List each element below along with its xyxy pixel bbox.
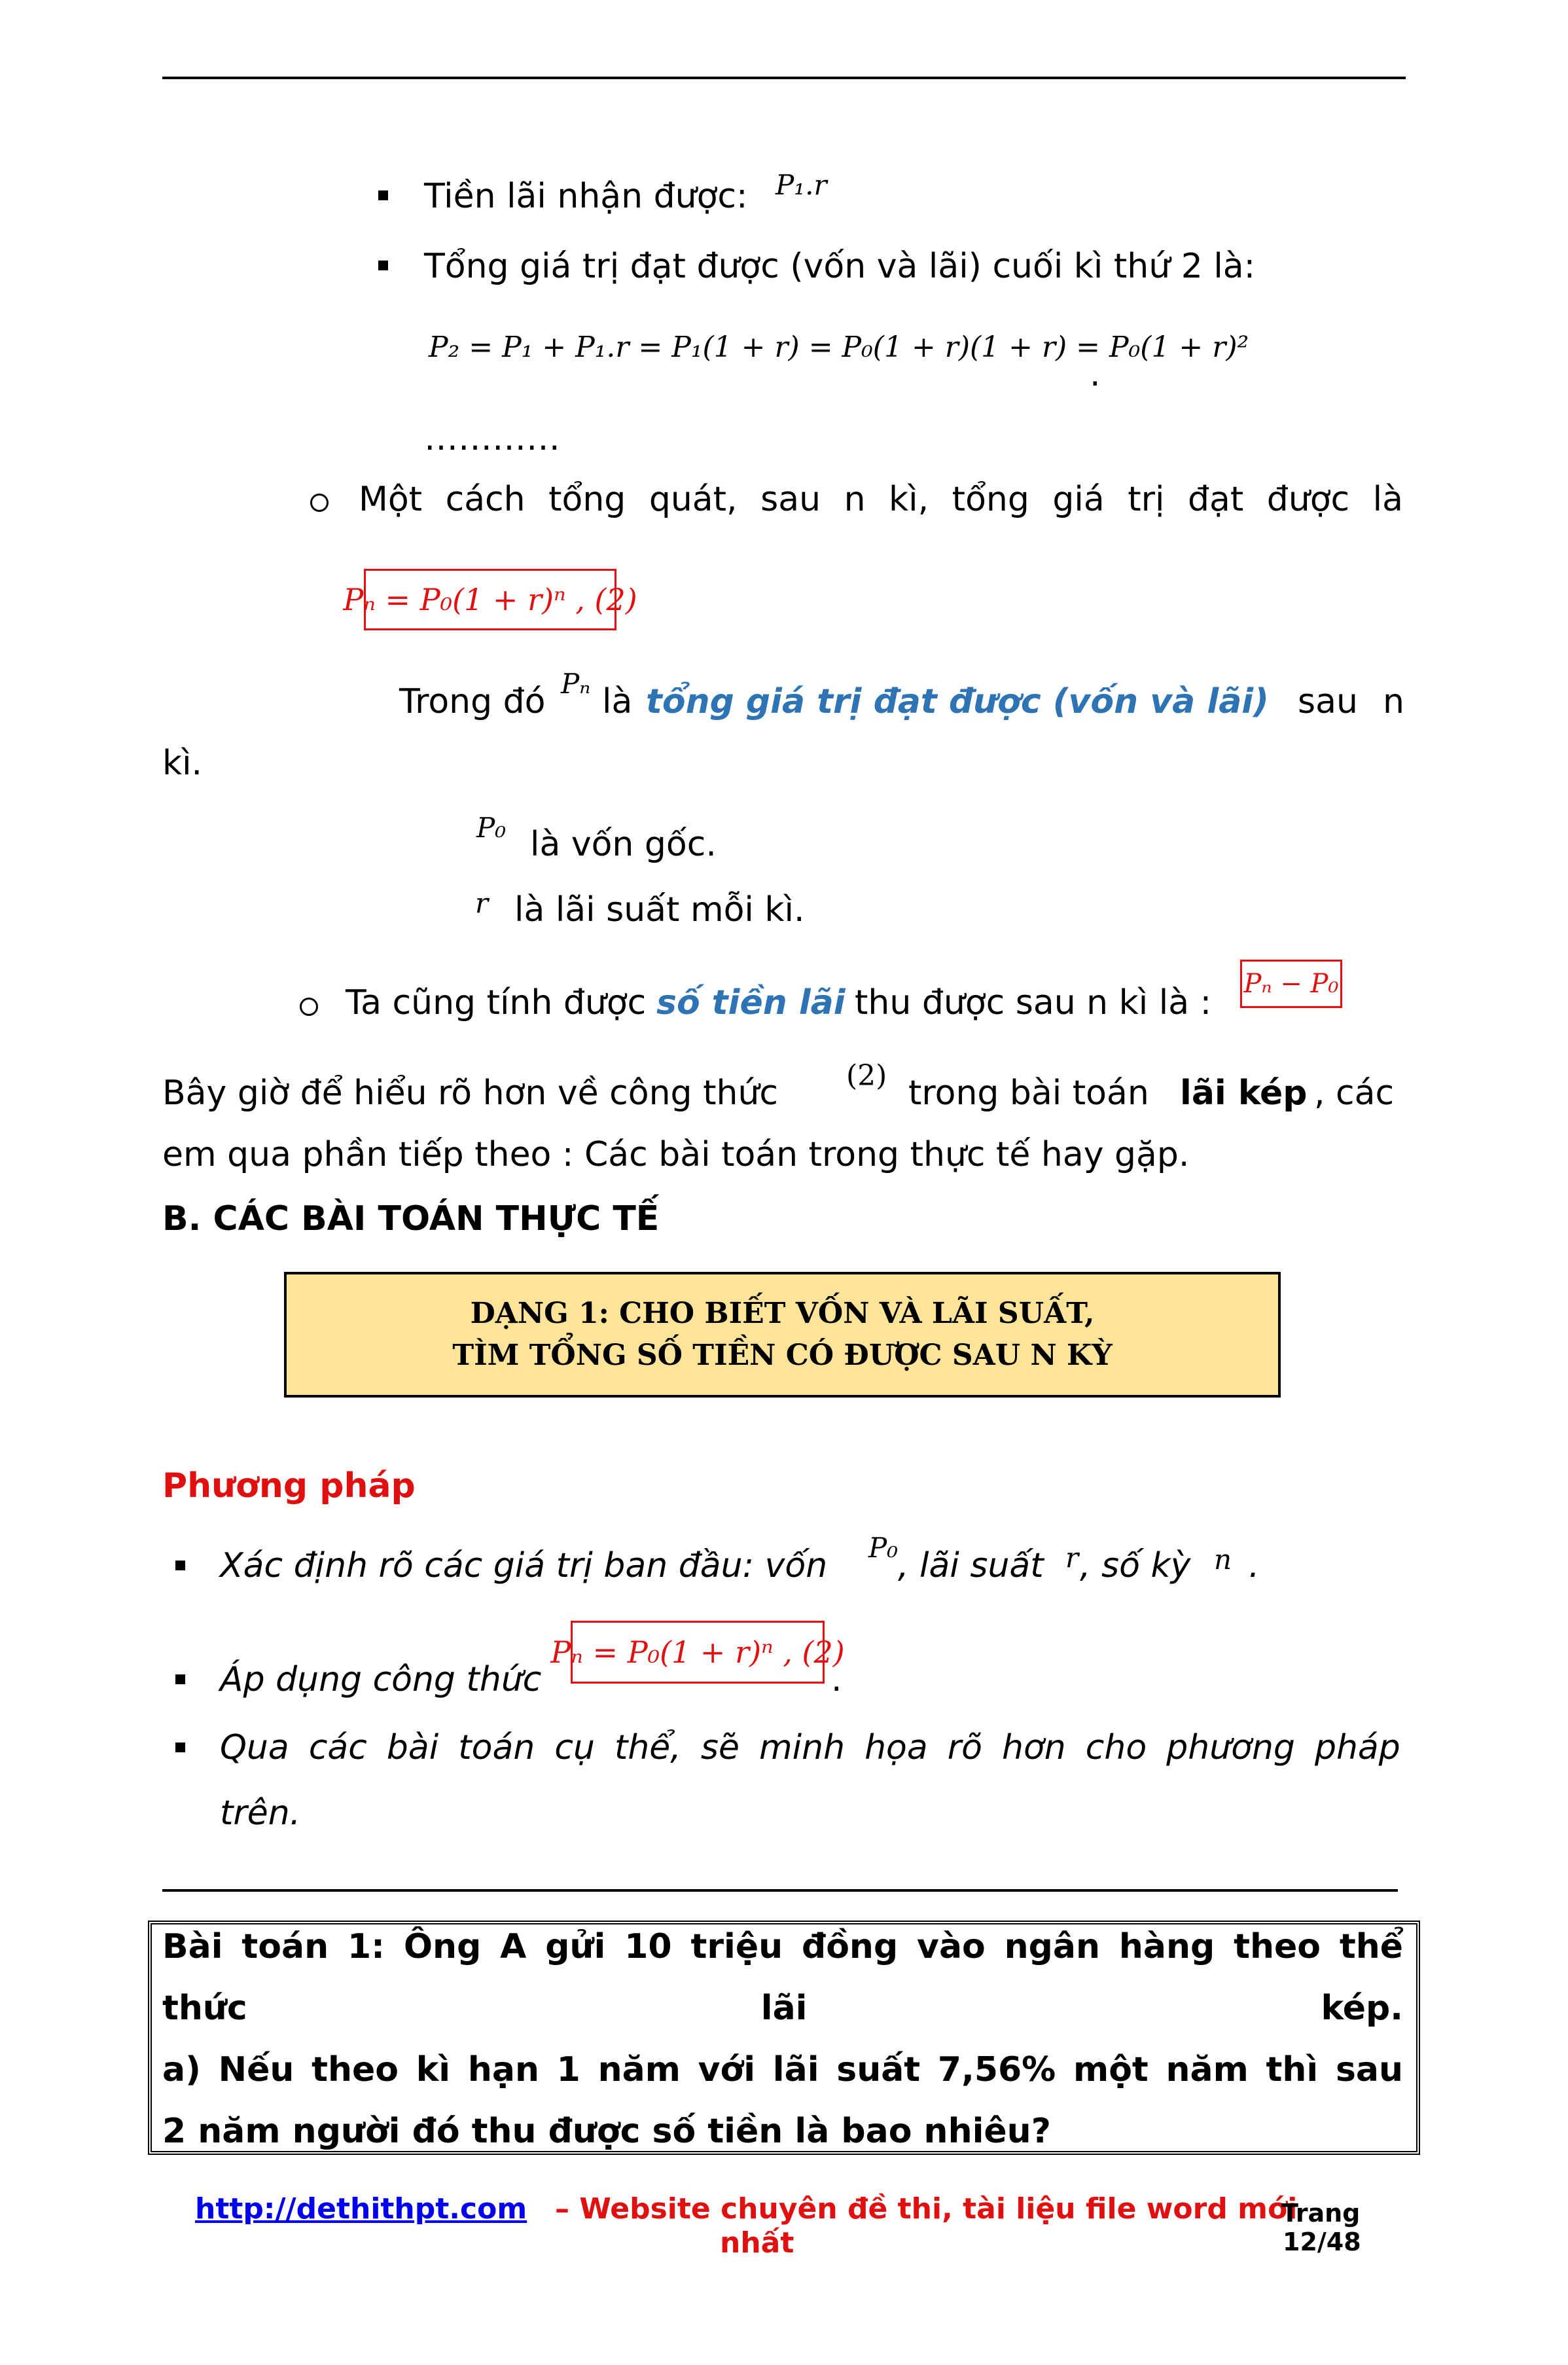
general-text: Một cách tổng quát, sau n kì, tổng giá trị đạt được là	[359, 480, 1403, 519]
general-formula-box: Pₙ = P₀(1 + r)ⁿ , (2)	[364, 569, 616, 630]
where-is: là	[602, 682, 633, 721]
bullet-square-icon	[175, 1742, 185, 1752]
page-number: 12/48	[1283, 2228, 1361, 2256]
bullet-circle-icon	[310, 494, 329, 512]
ellipsis: …………	[424, 419, 560, 458]
method-b1-c: , số kỳ	[1080, 1546, 1191, 1585]
method-b1-d: .	[1249, 1546, 1260, 1585]
where-tail: kì.	[162, 744, 203, 783]
problem-line3: a) Nếu theo kì hạn 1 năm với lãi suất 7,56% một năm thì sau	[162, 2050, 1403, 2089]
intro-line2: em qua phần tiếp theo : Các bài toán trong thực tế hay gặp.	[162, 1135, 1190, 1174]
where-lead: Trong đó	[399, 682, 546, 721]
interest-tail: thu được sau n kì là :	[855, 983, 1212, 1022]
pn-symbol: Pₙ	[561, 668, 591, 700]
bullet-circle-icon	[300, 998, 318, 1016]
dang-line2: TÌM TỔNG SỐ TIỀN CÓ ĐƯỢC SAU N KỲ	[452, 1339, 1113, 1372]
p0-text: là vốn gốc.	[530, 825, 717, 864]
footer-link[interactable]: http://dethithpt.com	[195, 2192, 527, 2226]
footer-text-line1: – Website chuyên đề thi, tài liệu file word mới	[555, 2192, 1298, 2226]
bullet-square-icon	[378, 190, 388, 200]
method-b2-end: .	[831, 1660, 842, 1699]
method-formula-box: Pₙ = P₀(1 + r)ⁿ , (2)	[571, 1621, 825, 1684]
method-p0: P₀	[868, 1532, 899, 1564]
section-title: B. CÁC BÀI TOÁN THỰC TẾ	[162, 1199, 660, 1238]
intro-line1-a: Bây giờ để hiểu rõ hơn về công thức	[162, 1074, 778, 1113]
separator-rule	[162, 1889, 1398, 1892]
intro-line1-c: , các	[1314, 1074, 1395, 1113]
total-label: Tổng giá trị đạt được (vốn và lãi) cuối kì thứ 2 là:	[424, 247, 1256, 286]
method-b1-b: , lãi suất	[898, 1546, 1044, 1585]
method-b2-a: Áp dụng công thức	[220, 1660, 542, 1699]
where-n: n	[1383, 682, 1404, 721]
p0-symbol: P₀	[476, 812, 507, 844]
problem-line2: thức lãi kép.	[162, 1989, 1403, 2028]
r-text: là lãi suất mỗi kì.	[514, 890, 805, 930]
formula-ref: (2)	[846, 1059, 887, 1092]
interest-label: Tiền lãi nhận được:	[424, 177, 748, 216]
intro-line1-b: trong bài toán	[908, 1074, 1149, 1113]
highlight-total-value: tổng giá trị đạt được (vốn và lãi)	[646, 682, 1269, 721]
page-label: Trang	[1281, 2199, 1361, 2228]
interest-lead: Ta cũng tính được	[346, 983, 647, 1022]
intro-bold: lãi kép	[1180, 1074, 1308, 1113]
method-b1-a: Xác định rõ các giá trị ban đầu: vốn	[220, 1546, 828, 1585]
interest-formula: P₁.r	[775, 169, 827, 201]
highlight-interest: số tiền lãi	[656, 983, 846, 1022]
bullet-square-icon	[378, 261, 388, 270]
method-r: r	[1065, 1542, 1079, 1574]
problem-line4: 2 năm người đó thu được số tiền là bao nhiêu?	[162, 2112, 1051, 2151]
method-n: n	[1214, 1544, 1232, 1576]
p2-formula: P₂ = P₁ + P₁.r = P₁(1 + r) = P₀(1 + r)(1 + r) = P₀(1 + r)²	[429, 331, 1249, 364]
dang-line1: DẠNG 1: CHO BIẾT VỐN VÀ LÃI SUẤT,	[470, 1297, 1095, 1330]
interest-formula-box: Pₙ − P₀	[1240, 960, 1342, 1008]
bullet-square-icon	[175, 1561, 185, 1570]
r-symbol: r	[475, 887, 489, 919]
method-b3-line1: Qua các bài toán cụ thể, sẽ minh họa rõ hơn cho phương pháp	[220, 1728, 1400, 1767]
where-after: sau	[1298, 682, 1358, 721]
bullet-square-icon	[175, 1674, 185, 1684]
method-b3-line2: trên.	[220, 1794, 301, 1833]
footer-text-line2: nhất	[720, 2226, 794, 2260]
problem-line1: Bài toán 1: Ông A gửi 10 triệu đồng vào ngân hàng theo thể	[162, 1927, 1403, 1966]
method-title: Phương pháp	[162, 1466, 416, 1506]
p2-end: .	[1090, 355, 1101, 394]
dang-box	[284, 1272, 1281, 1398]
header-rule	[162, 77, 1406, 79]
